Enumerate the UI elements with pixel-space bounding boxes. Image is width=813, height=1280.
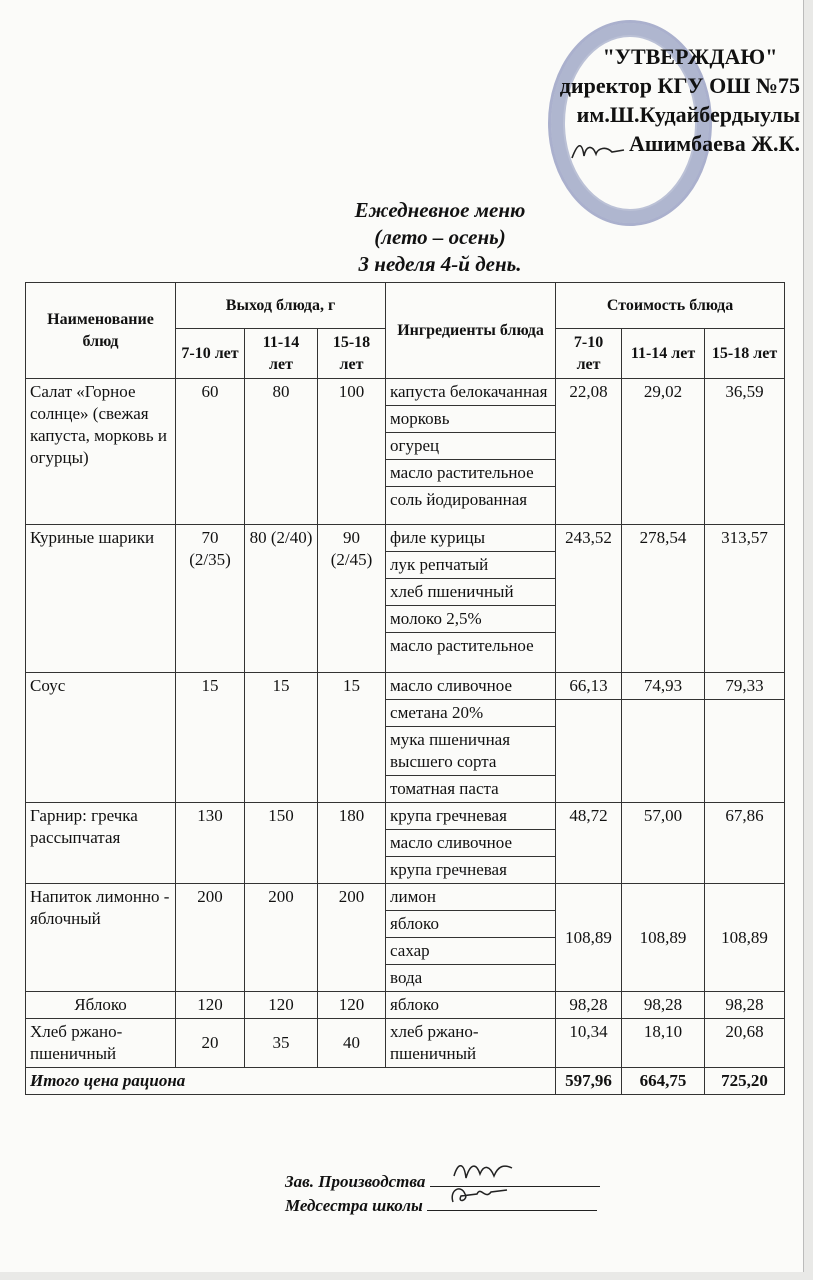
cost-cell: 29,02 — [622, 379, 705, 525]
dish-name: Салат «Горное солнце» (свежая капуста, морковь и огурцы) — [26, 379, 176, 525]
approval-name: Ашимбаева Ж.К. — [629, 131, 800, 156]
header-yield-age: 7-10 лет — [176, 329, 245, 379]
ingredient-cell: сахар — [386, 938, 556, 965]
dish-name: Напиток лимонно - яблочный — [26, 884, 176, 992]
header-cost: Стоимость блюда — [556, 283, 785, 329]
total-row — [26, 1068, 785, 1095]
cost-cell: 18,10 — [622, 1019, 705, 1068]
table-row — [26, 525, 785, 552]
total-cost: 664,75 — [622, 1068, 705, 1095]
ingredient-cell: крупа гречневая — [386, 803, 556, 830]
approval-block — [540, 42, 800, 158]
header-dish-name: Наименование блюд — [26, 283, 176, 379]
ingredient-cell: масло растительное — [386, 460, 556, 487]
ingredient-cell: лимон — [386, 884, 556, 911]
signature-block — [285, 1170, 625, 1218]
yield-cell: 120 — [245, 992, 318, 1019]
cost-cell: 20,68 — [705, 1019, 785, 1068]
ingredient-cell: томатная паста — [386, 776, 556, 803]
total-label: Итого цена рациона — [26, 1068, 556, 1095]
yield-cell: 200 — [176, 884, 245, 992]
cost-cell: 98,28 — [705, 992, 785, 1019]
yield-cell: 100 — [318, 379, 386, 525]
nurse-signature — [447, 1180, 517, 1210]
cost-cell: 74,93 — [622, 673, 705, 700]
table-row — [26, 803, 785, 830]
empty-cell — [705, 700, 785, 803]
ingredient-cell: хлеб ржано-пшеничный — [386, 1019, 556, 1068]
yield-cell: 180 — [318, 803, 386, 884]
cost-cell: 66,13 — [556, 673, 622, 700]
ingredient-cell: сметана 20% — [386, 700, 556, 727]
cost-cell: 313,57 — [705, 525, 785, 673]
yield-cell: 130 — [176, 803, 245, 884]
title-line-3: 3 неделя 4-й день. — [358, 252, 522, 276]
table-row — [26, 379, 785, 406]
table-row — [26, 1019, 785, 1068]
ingredient-cell: хлеб пшеничный — [386, 579, 556, 606]
header-ingredients: Ингредиенты блюда — [386, 283, 556, 379]
yield-cell: 60 — [176, 379, 245, 525]
cost-cell: 57,00 — [622, 803, 705, 884]
header-cost-age: 15-18 лет — [705, 329, 785, 379]
ingredient-cell: огурец — [386, 433, 556, 460]
cost-cell: 10,34 — [556, 1019, 622, 1068]
dish-name: Соус — [26, 673, 176, 803]
ingredient-cell: масло сливочное — [386, 673, 556, 700]
cost-cell: 98,28 — [622, 992, 705, 1019]
ingredient-cell: капуста белокачанная — [386, 379, 556, 406]
yield-cell: 15 — [318, 673, 386, 803]
document-title — [240, 197, 640, 278]
dish-name: Яблоко — [26, 992, 176, 1019]
yield-cell: 200 — [318, 884, 386, 992]
cost-cell: 108,89 — [556, 884, 622, 992]
production-head-label: Зав. Производства — [285, 1172, 426, 1191]
total-cost: 725,20 — [705, 1068, 785, 1095]
cost-cell: 108,89 — [622, 884, 705, 992]
cost-cell: 108,89 — [705, 884, 785, 992]
yield-cell: 15 — [245, 673, 318, 803]
total-cost: 597,96 — [556, 1068, 622, 1095]
cost-cell: 278,54 — [622, 525, 705, 673]
ingredient-cell: молоко 2,5% — [386, 606, 556, 633]
yield-cell: 15 — [176, 673, 245, 803]
title-line-1: Ежедневное меню — [354, 198, 526, 222]
table-row — [26, 673, 785, 700]
yield-cell: 200 — [245, 884, 318, 992]
dish-name: Хлеб ржано-пшеничный — [26, 1019, 176, 1068]
approval-school: им.Ш.Кудайбердыулы — [576, 102, 800, 127]
ingredient-cell: крупа гречневая — [386, 857, 556, 884]
dish-name: Гарнир: гречка рассыпчатая — [26, 803, 176, 884]
yield-cell: 80 (2/40) — [245, 525, 318, 673]
ingredient-cell: соль йодированная — [386, 487, 556, 525]
ingredient-cell: яблоко — [386, 911, 556, 938]
table-row — [26, 992, 785, 1019]
yield-cell: 150 — [245, 803, 318, 884]
nurse-label: Медсестра школы — [285, 1196, 423, 1215]
yield-cell: 35 — [245, 1019, 318, 1068]
empty-cell — [556, 700, 622, 803]
cost-cell: 67,86 — [705, 803, 785, 884]
header-cost-age: 11-14 лет — [622, 329, 705, 379]
signature-line — [427, 1194, 597, 1211]
menu-table — [25, 282, 785, 1095]
ingredient-cell: вода — [386, 965, 556, 992]
ingredient-cell: масло сливочное — [386, 830, 556, 857]
yield-cell: 120 — [318, 992, 386, 1019]
yield-cell: 40 — [318, 1019, 386, 1068]
title-line-2: (лето – осень) — [374, 225, 506, 249]
cost-cell: 79,33 — [705, 673, 785, 700]
table-row — [26, 884, 785, 911]
empty-cell — [622, 700, 705, 803]
dish-name: Куриные шарики — [26, 525, 176, 673]
cost-cell: 98,28 — [556, 992, 622, 1019]
header-yield: Выход блюда, г — [176, 283, 386, 329]
ingredient-cell: мука пшеничная высшего сорта — [386, 727, 556, 776]
ingredient-cell: филе курицы — [386, 525, 556, 552]
ingredient-cell: масло растительное — [386, 633, 556, 673]
cost-cell: 36,59 — [705, 379, 785, 525]
yield-cell: 70 (2/35) — [176, 525, 245, 673]
approval-heading: "УТВЕРЖДАЮ" — [602, 44, 778, 69]
yield-cell: 90 (2/45) — [318, 525, 386, 673]
yield-cell: 120 — [176, 992, 245, 1019]
ingredient-cell: лук репчатый — [386, 552, 556, 579]
cost-cell: 22,08 — [556, 379, 622, 525]
cost-cell: 48,72 — [556, 803, 622, 884]
header-yield-age: 15-18 лет — [318, 329, 386, 379]
ingredient-cell: морковь — [386, 406, 556, 433]
header-yield-age: 11-14 лет — [245, 329, 318, 379]
yield-cell: 80 — [245, 379, 318, 525]
yield-cell: 20 — [176, 1019, 245, 1068]
cost-cell: 243,52 — [556, 525, 622, 673]
approval-position: директор КГУ ОШ №75 — [559, 73, 800, 98]
header-cost-age: 7-10 лет — [556, 329, 622, 379]
ingredient-cell: яблоко — [386, 992, 556, 1019]
